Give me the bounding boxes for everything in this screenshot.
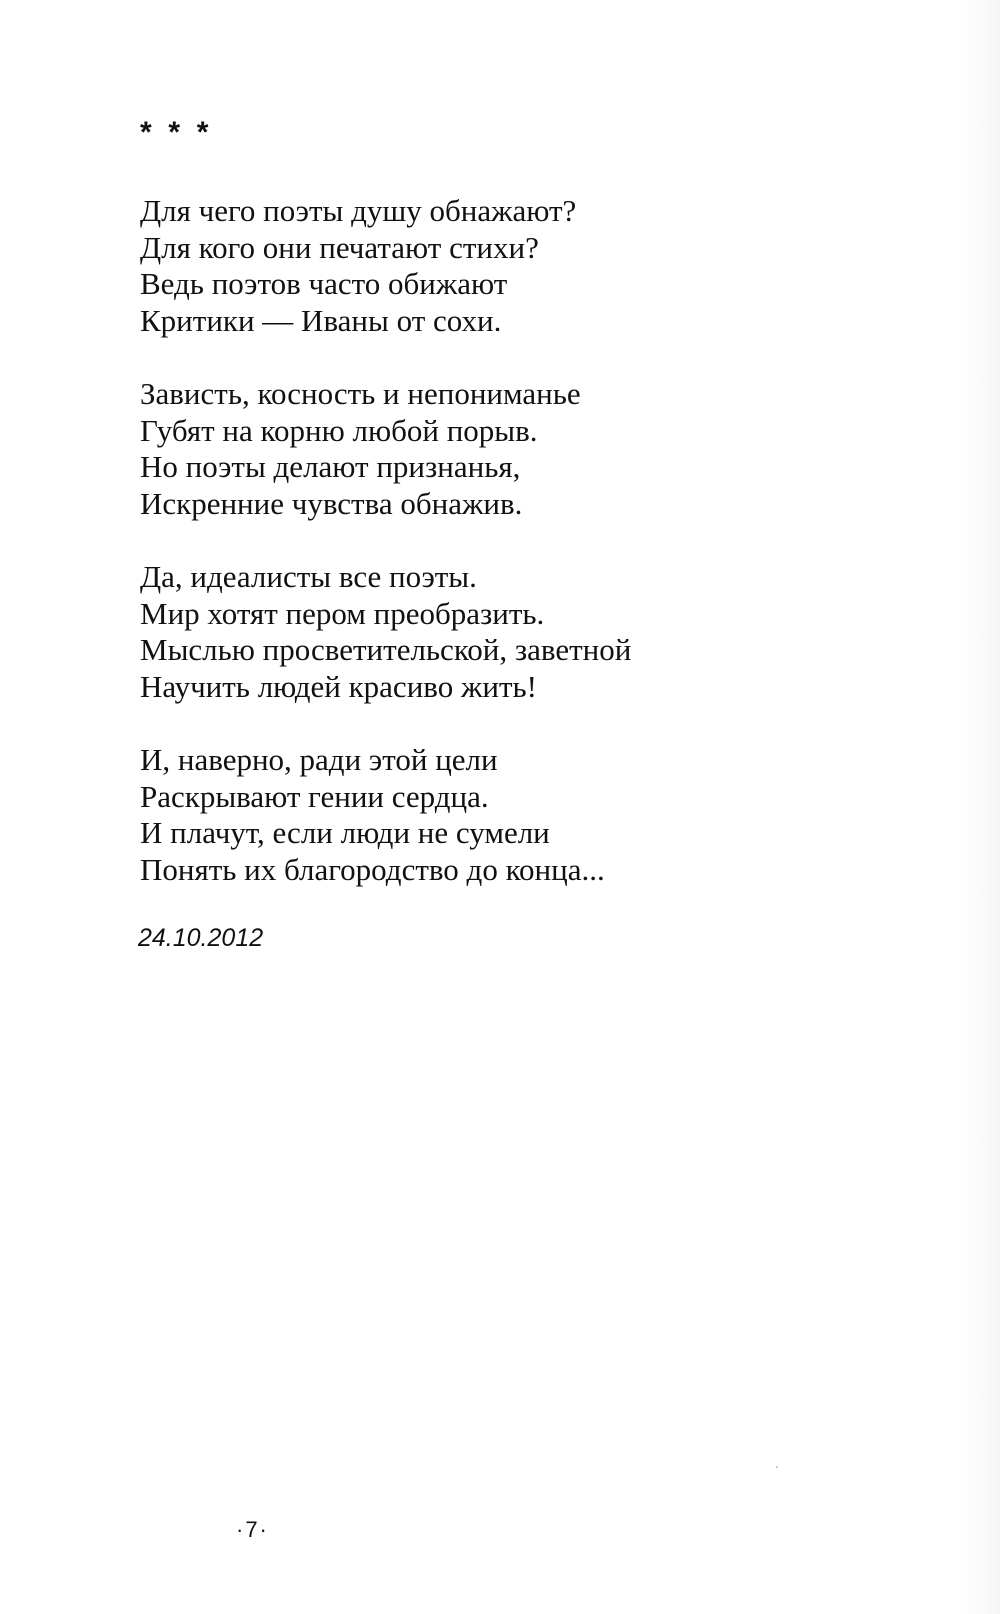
page-number: ·7·: [236, 1517, 269, 1542]
scan-speck: [776, 1466, 778, 1468]
stanza-4: [140, 742, 900, 888]
poem-line: Для чего поэты душу обнажают?: [140, 193, 577, 228]
poem-line: Раскрывают гении сердца.: [140, 778, 489, 814]
poem-line: Губят на корню любой порыв.: [140, 412, 538, 448]
poem-line: Критики — Иваны от сохи.: [140, 302, 502, 338]
stanza-3: [140, 559, 900, 705]
stanza-2: [140, 376, 900, 522]
poem-line: Ведь поэтов часто обижают: [140, 266, 508, 301]
poem-line: Мир хотят пером преобразить.: [140, 595, 545, 631]
page-edge-shadow: [960, 0, 1000, 1614]
poem-line: Да, идеалисты все поэты.: [140, 559, 477, 594]
stanza-1: [140, 193, 900, 339]
poem-line: Зависть, косность и непониманье: [140, 376, 581, 411]
poem-line: Мыслью просветительской, заветной: [140, 632, 632, 667]
poem-date: 24.10.2012: [138, 924, 264, 952]
asterism-divider: * * *: [140, 116, 209, 149]
poem-line: И, наверно, ради этой цели: [140, 742, 498, 777]
poem-line: Для кого они печатают стихи?: [140, 229, 539, 265]
poem-line: Но поэты делают признанья,: [140, 449, 521, 484]
poem-line: Понять их благородство до конца...: [140, 851, 605, 887]
poem-body: [140, 193, 900, 925]
poem-line: Научить людей красиво жить!: [140, 668, 537, 704]
poem-line: И плачут, если люди не сумели: [140, 815, 550, 850]
poem-line: Искренние чувства обнажив.: [140, 485, 523, 521]
